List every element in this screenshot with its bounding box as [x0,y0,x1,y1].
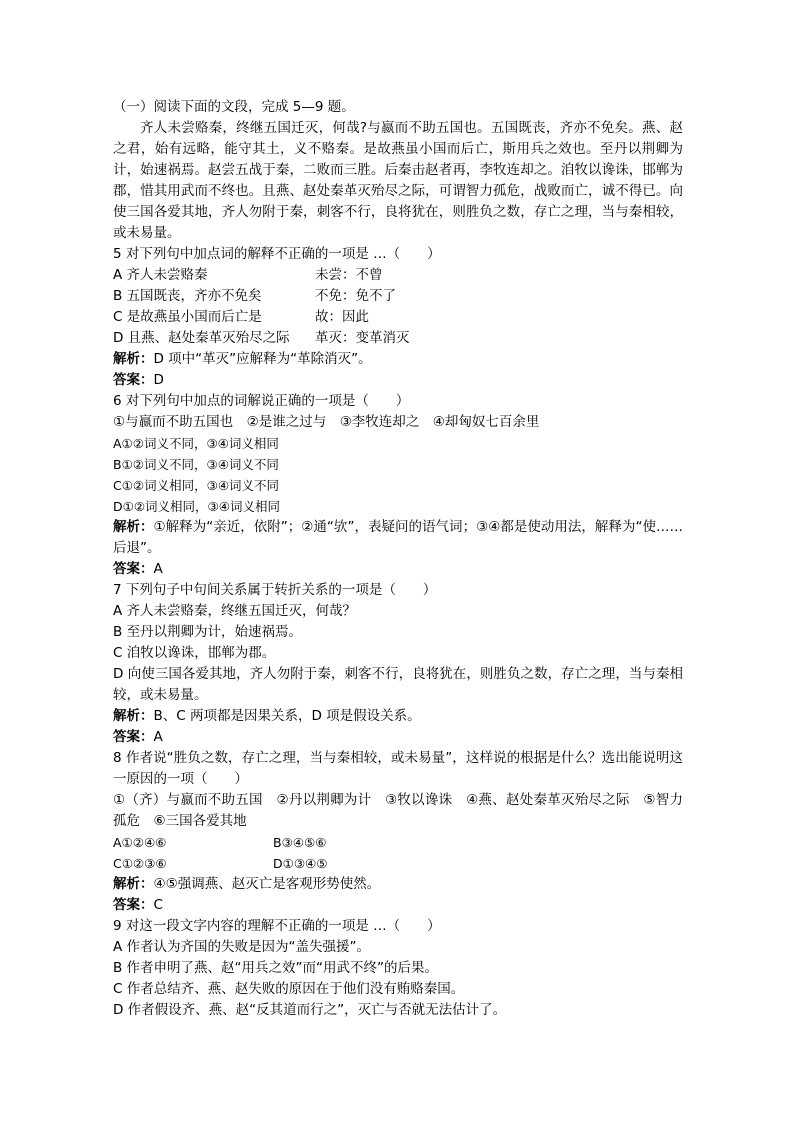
q6-option-c: C①②词义相同，③④词义不同 [113,478,280,493]
q9-option-c: C 作者总结齐、燕、赵失败的原因在于他们没有贿赂秦国。 [113,981,465,997]
q8-items: ①（齐）与嬴而不助五国 ②丹以荆卿为计 ③牧以谗诛 ④燕、赵处秦革灭殆尽之际 ⑤智力孤危 ⑥三国各爱其地 [113,792,683,829]
q5-option-b-text: B 五国既丧，齐亦不免矣 [113,288,262,304]
q7-option-c: C 洎牧以谗诛，邯郸为郡。 [113,645,276,661]
q8-option-b: B③④⑤⑥ [273,835,327,850]
q7-analysis [113,706,683,727]
q6-option-d: D①②词义相同，③④词义相同 [113,499,280,514]
q6-stem: 6 对下列句中加点的词解说正确的一项是（ ） [113,393,410,409]
document-page [113,97,683,1021]
q5-answer [113,370,683,391]
q5-option-b [113,286,683,307]
q8-option-c: C①②③⑥ [113,856,167,871]
q8-stem: 8 作者说“胜负之数，存亡之理，当与秦相较，或未易量”，这样说的根据是什么？选出能说明这一原因的一项（ ） [113,750,683,787]
q5-option-c [113,307,683,328]
q8-options-row-1 [113,832,683,853]
q8-option-d: D①③④⑤ [273,856,328,871]
q8-options-row-2 [113,853,683,874]
q5-option-d-text: D 且燕、赵处秦革灭殆尽之际 [113,330,290,346]
q8-answer-label: 答案： [113,897,154,913]
q9-option-d: D 作者假设齐、燕、赵“反其道而行之”，灭亡与否就无法估计了。 [113,1002,507,1018]
q6-answer-label: 答案： [113,561,154,577]
q5-option-a [113,265,683,286]
q6-option-b: B①②词义不同，③④词义不同 [113,457,279,472]
q6-analysis [113,517,683,559]
q5-option-c-text: C 是故燕虽小国而后亡是 [113,309,262,325]
q8-analysis-label: 解析： [113,876,154,892]
q6-option-a: A①②词义不同，③④词义相同 [113,436,279,451]
q6-answer [113,559,683,580]
q5-analysis [113,349,683,370]
q5-answer-label: 答案： [113,372,154,388]
q7-answer [113,727,683,748]
q5-analysis-text: D 项中“革灭”应解释为“革除消灭”。 [153,351,372,367]
q5-option-d-gloss: 革灭：变革消灭 [315,330,410,346]
q7-analysis-text: B、C 两项都是因果关系，D 项是假设关系。 [153,708,421,724]
q8-analysis [113,874,683,895]
section-title: （一）阅读下面的文段，完成 5—9 题。 [113,99,355,115]
q7-option-a: A 齐人未尝赂秦，终继五国迁灭，何哉？ [113,603,357,619]
q5-option-c-gloss: 故：因此 [315,309,369,325]
q5-option-d [113,328,683,349]
q9-stem: 9 对这一段文字内容的理解不正确的一项是 …（ ） [113,918,441,934]
q7-option-b: B 至丹以荆卿为计，始速祸焉。 [113,624,303,640]
q7-stem: 7 下列句子中句间关系属于转折关系的一项是（ ） [113,582,437,598]
q7-answer-label: 答案： [113,729,154,745]
q8-answer-text: C [153,897,163,913]
q8-analysis-text: ④⑤强调燕、赵灭亡是客观形势使然。 [153,876,381,892]
q5-option-a-gloss: 未尝：不曾 [315,267,383,283]
q7-option-d: D 向使三国各爱其地，齐人勿附于秦，刺客不行，良将犹在，则胜负之数，存亡之理，当与秦相较，或未易量。 [113,666,683,703]
q9-option-a: A 作者认为齐国的失败是因为“盖失强援”。 [113,939,371,955]
passage-text: 齐人未尝赂秦，终继五国迁灭，何哉?与嬴而不助五国也。五国既丧，齐亦不免矣。燕、赵之君，始有远略，能守其土，义不赂秦。是故燕虽小国而后亡，斯用兵之效也。至丹以荆卿为计，始速祸焉。赵尝五战于秦，二败而三胜。后秦击赵者再，李牧连却之。洎牧以谗诛，邯郸为郡，惜其用武而不终也。且燕、赵处秦革灭殆尽之际，可谓智力孤危，战败而亡，诚不得已。向使三国各爱其地，齐人勿附于秦，刺客不行，良将犹在，则胜负之数，存亡之理，当与秦相较，或未易量。 [113,120,683,241]
q5-option-b-gloss: 不免：免不了 [315,288,396,304]
q8-option-a: A①②④⑥ [113,835,167,850]
q6-answer-text: A [153,561,163,577]
q8-answer [113,895,683,916]
q6-analysis-label: 解析： [113,519,154,535]
q5-stem: 5 对下列句中加点词的解释不正确的一项是 …（ ） [113,246,441,262]
q6-analysis-text: ①解释为“亲近，依附”；②通“欤”，表疑问的语气词；③④都是使动用法，解释为“使……后退”。 [113,519,683,556]
q5-option-a-text: A 齐人未尝赂秦 [113,267,208,283]
q9-option-b: B 作者申明了燕、赵“用兵之效”而“用武不终”的后果。 [113,960,439,976]
q6-items: ①与嬴而不助五国也 ②是谁之过与 ③李牧连却之 ④却匈奴七百余里 [113,414,540,430]
q5-analysis-label: 解析： [113,351,154,367]
q5-answer-text: D [153,372,164,388]
q7-answer-text: A [153,729,163,745]
q7-analysis-label: 解析： [113,708,154,724]
